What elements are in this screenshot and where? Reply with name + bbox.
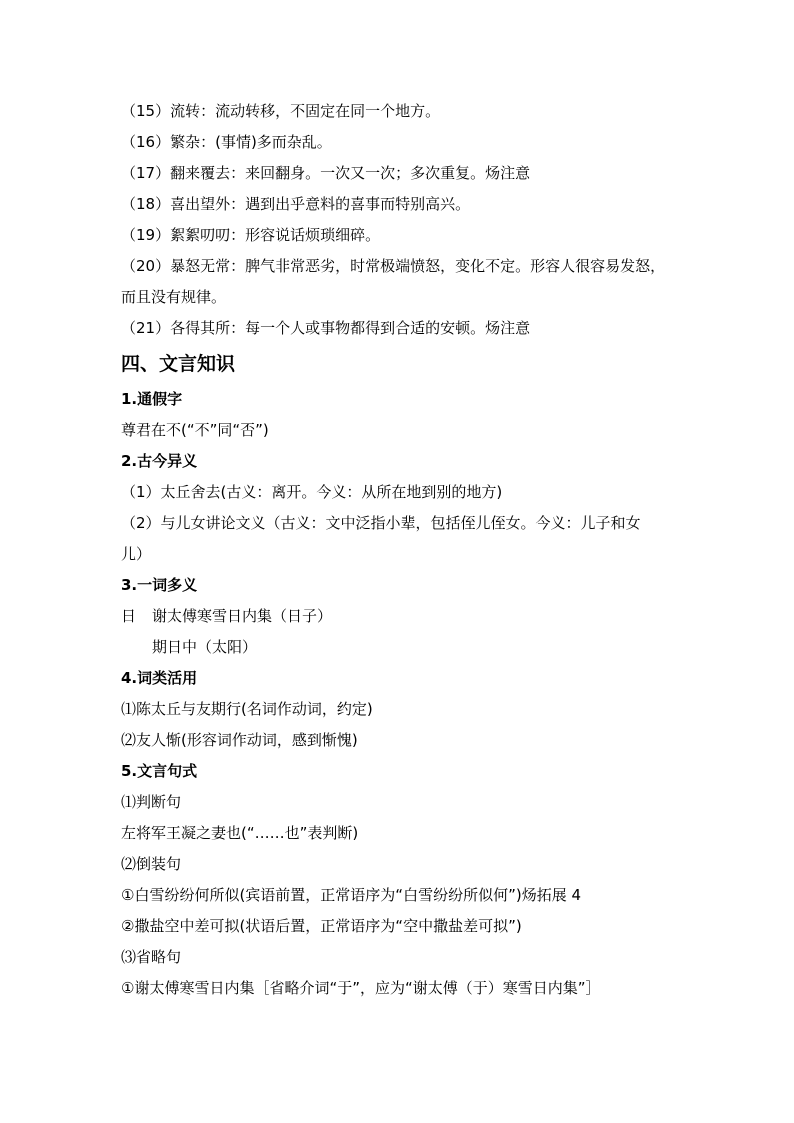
yici-sense-1: 谢太傅寒雪日内集（日子）: [152, 607, 333, 625]
tongjiazi-item: 尊君在不(“不”同“否”): [121, 421, 269, 439]
gujin-item-1: （1）太丘舍去(古义：离开。今义：从所在地到别的地方): [121, 483, 503, 501]
vocab-item-21: （21）各得其所：每一个人或事物都得到合适的安顿。炀注意: [121, 319, 531, 337]
vocab-item-20: （20）暴怒无常：脾气非常恶劣，时常极端愤怒，变化不定。形容人很容易发怒，: [121, 257, 666, 275]
cilei-item-1: ⑴陈太丘与友期行(名词作动词，约定): [121, 700, 373, 718]
gujin-title: 2.古今异义: [121, 452, 198, 470]
jushi-inversion-example-2: ②撒盐空中差可拟(状语后置，正常语序为“空中撒盐差可拟”): [121, 917, 522, 935]
jushi-judgment-label: ⑴判断句: [121, 793, 182, 811]
yici-word: 日: [121, 607, 137, 625]
vocab-item-15: （15）流转：流动转移，不固定在同一个地方。: [121, 102, 441, 120]
jushi-title: 5.文言句式: [121, 762, 198, 780]
tongjiazi-title: 1.通假字: [121, 390, 183, 408]
jushi-inversion-example-1: ①白雪纷纷何所似(宾语前置，正常语序为“白雪纷纷所似何”)炀拓展 4: [121, 886, 582, 904]
vocab-item-17: （17）翻来覆去：来回翻身。一次又一次；多次重复。炀注意: [121, 164, 531, 182]
vocab-item-16: （16）繁杂：(事情)多而杂乱。: [121, 133, 332, 151]
vocab-item-19: （19）絮絮叨叨：形容说话烦琐细碎。: [121, 226, 381, 244]
vocab-item-18: （18）喜出望外：遇到出乎意料的喜事而特别高兴。: [121, 195, 471, 213]
yici-title: 3.一词多义: [121, 576, 198, 594]
yici-sense-2: 期日中（太阳）: [152, 638, 258, 656]
section-title: 四、文言知识: [121, 353, 236, 375]
cilei-item-2: ⑵友人惭(形容词作动词，感到惭愧): [121, 731, 358, 749]
cilei-title: 4.词类活用: [121, 669, 198, 687]
gujin-item-2-continued: 儿）: [121, 545, 152, 563]
jushi-ellipsis-example: ①谢太傅寒雪日内集［省略介词“于”，应为“谢太傅（于）寒雪日内集”］: [121, 979, 601, 997]
yici-row-1: [121, 601, 681, 632]
jushi-ellipsis-label: ⑶省略句: [121, 948, 182, 966]
document-page: [121, 96, 681, 1004]
jushi-inversion-label: ⑵倒装句: [121, 855, 182, 873]
jushi-judgment-example: 左将军王凝之妻也(“……也”表判断): [121, 824, 359, 842]
vocab-item-20-continued: 而且没有规律。: [121, 288, 227, 306]
gujin-item-2: （2）与儿女讲论文义（古义：文中泛指小辈，包括侄儿侄女。今义：儿子和女: [121, 514, 641, 532]
